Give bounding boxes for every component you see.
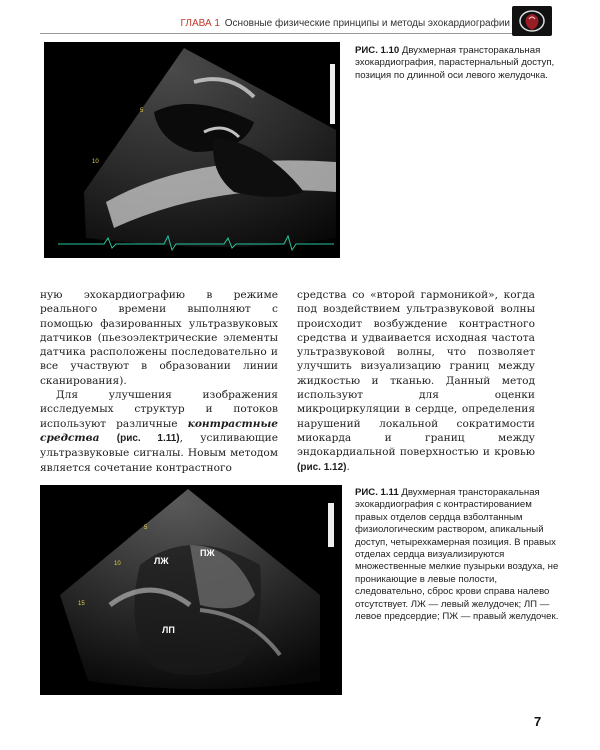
figure-1-11-caption: [355, 487, 560, 623]
paragraph: ную эхокардиографию в режиме реального времени выполняют с помощью фазированных ультразвуковых датчиков (пьезоэлектрические элементы датчика расположены последовательно и все участвуют в образовании линии сканирования).: [40, 289, 278, 387]
caption-text: Двухмерная трансторакальная эхокардиография, парастернальный доступ, позиция по длинной оси левого желудочка.: [355, 45, 555, 81]
chapter-number: ГЛАВА 1: [180, 18, 220, 29]
heart-logo-icon: [512, 6, 552, 36]
chapter-title: Основные физические принципы и методы эхокардиографии: [224, 18, 510, 29]
chamber-label-la: ЛП: [162, 625, 175, 635]
body-column-right: [297, 288, 535, 475]
depth-mark: 5: [140, 108, 144, 114]
header-rule: [40, 33, 512, 34]
running-head: [40, 18, 510, 29]
depth-mark: 15: [78, 601, 85, 607]
paragraph: [40, 388, 278, 475]
body-column-left: [40, 288, 278, 475]
depth-mark: 10: [114, 561, 121, 567]
figure-label: РИС. 1.10: [355, 45, 400, 56]
figure-reference: (рис. 1.12): [297, 461, 347, 473]
figure-reference: (рис. 1.11): [116, 432, 180, 444]
figure-label: РИС. 1.11: [355, 487, 399, 498]
echocardiogram-image: [44, 42, 340, 258]
text: средства со «второй гармоникой», когда под воздействием ультразвуковой волны происходит возбуждение контрастного средства и удваивается исходная частота ультразвуковой волны, что позволяет улучшить визуализацию границ между жидкостью и тканью. Данный метод используют для оценки микроциркуляции в сердце, определения нарушений локальной сократимости миокарда и границ между эндокардиальной поверхностью и кровью: [297, 289, 535, 459]
text: , усиливающие ультразвуковые сигналы. Новым методом является сочетание контрастного: [40, 431, 278, 474]
chamber-label-rv: ПЖ: [200, 548, 215, 558]
depth-mark: 5: [144, 525, 148, 531]
depth-mark: 10: [92, 159, 99, 165]
contrast-echocardiogram-image: [40, 485, 342, 695]
chamber-label-lv: ЛЖ: [154, 556, 169, 566]
paragraph: [297, 288, 535, 475]
text: Для улучшения изображения исследуемых структур и потоков используют различные: [40, 389, 278, 430]
figure-1-10-caption: [355, 45, 560, 82]
term: контрастные средства: [40, 417, 279, 444]
caption-text: Двухмерная трансторакальная эхокардиография с контрастированием правых отделов сердца взболтанным физиологическим раствором, апикальный доступ, четырехкамерная позиция. В правых отделах сердца визуализируются множественные мелкие пузырьки воздуха, не проникающие в левые полости, следовательно, сброс крови справа налево отсутствует. ЛЖ — левый желудочек; ЛП — левое предсердие; ПЖ — правый желудочек.: [355, 487, 559, 623]
page-number: 7: [534, 714, 542, 729]
text: .: [346, 460, 350, 473]
